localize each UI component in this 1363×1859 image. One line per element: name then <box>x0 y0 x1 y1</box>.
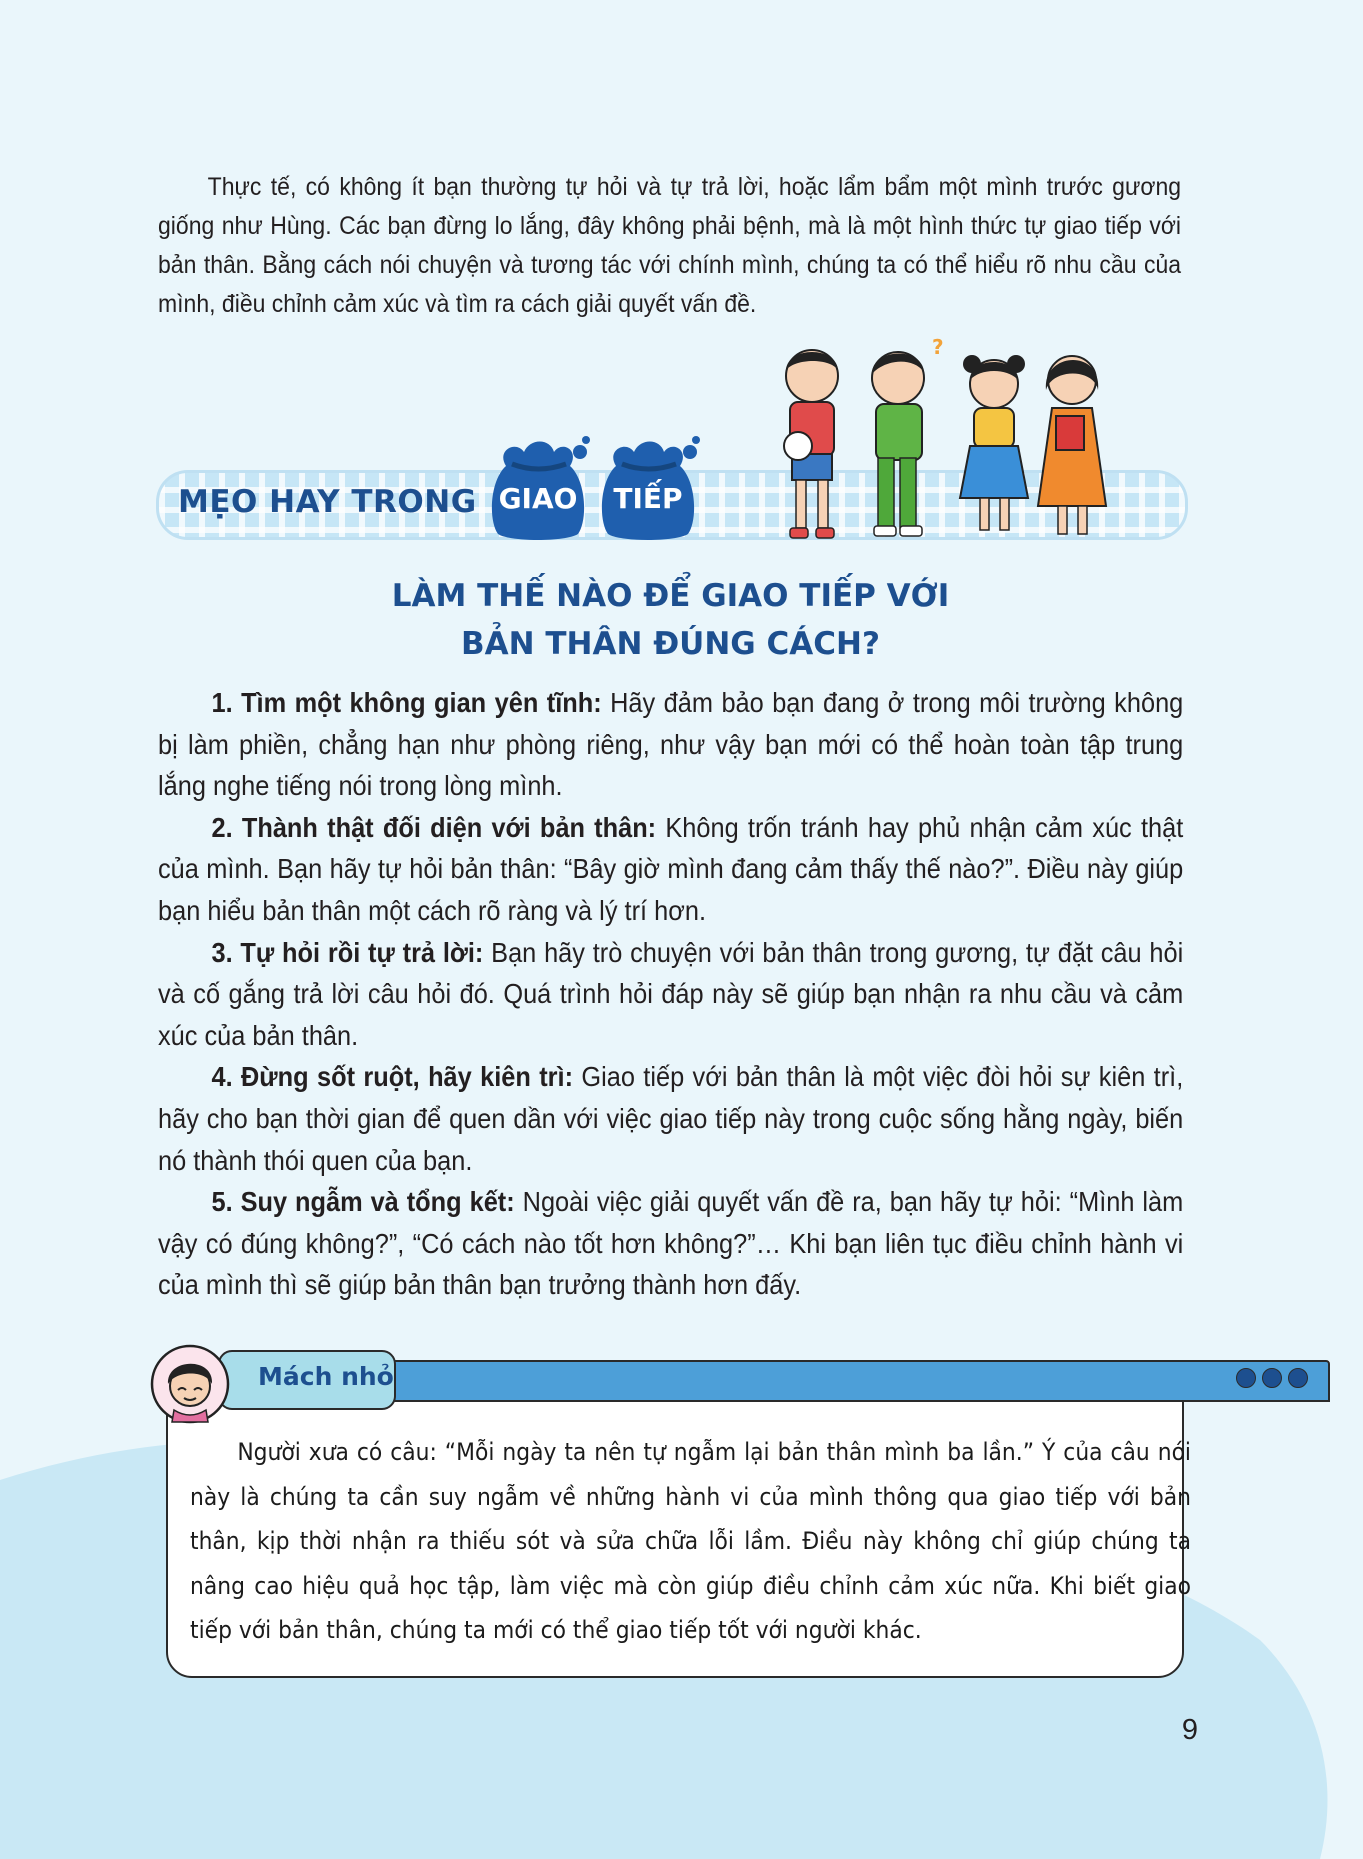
dot-icon <box>1288 1368 1308 1388</box>
tip-item <box>158 682 1183 807</box>
tip-box-header-bar <box>330 1360 1330 1402</box>
dot-icon <box>1236 1368 1256 1388</box>
page-number: 9 <box>1181 1714 1198 1746</box>
tip-box-text: Người xưa có câu: “Mỗi ngày ta nên tự ngẫm lại bản thân mình ba lần.” Ý của câu nói này là chúng ta cần suy ngẫm về những hành vi của mình thông qua giao tiếp với bản thân, kịp thời nhận ra thiếu sót và sửa chữa lỗi lầm. Điều này không chỉ giúp chúng ta nâng cao hiệu quả học tập, làm việc mà còn giúp điều chỉnh cảm xúc nữa. Khi biết giao tiếp với bản thân, chúng ta mới có thể giao tiếp tốt với người khác. <box>190 1438 1191 1644</box>
heading-line-2: BẢN THÂN ĐÚNG CÁCH? <box>461 626 880 662</box>
svg-text:?: ? <box>932 338 944 359</box>
tip-item <box>158 1056 1183 1181</box>
tip-title: 1. Tìm một không gian yên tĩnh: <box>211 687 602 718</box>
bag-label-giao: GIAO <box>498 482 578 515</box>
dot-icon <box>1262 1368 1282 1388</box>
bag-giao <box>486 430 590 542</box>
tips-list <box>158 682 1183 1306</box>
tip-text: Ngoài việc giải quyết vấn đề ra, bạn hãy tự hỏi: “Mình làm vậy có đúng không?”, “Có cách nào tốt hơn không?”… Khi bạn liên tục điều chỉnh hành vi của mình thì sẽ giúp bản thân bạn trưởng thành hơn đấy. <box>158 1186 1184 1301</box>
tip-text: Không trốn tránh hay phủ nhận cảm xúc thật của mình. Bạn hãy tự hỏi bản thân: “Bây giờ mình đang cảm thấy thế nào?”. Điều này giúp bạn hiểu bản thân một cách rõ ràng và lý trí hơn. <box>158 811 1184 926</box>
tip-box-label: Mách nhỏ <box>258 1362 394 1391</box>
tip-box-text-section <box>190 1430 1191 1653</box>
window-dots <box>1230 1368 1308 1393</box>
tip-text: Bạn hãy trò chuyện với bản thân trong gương, tự đặt câu hỏi và cố gắng trả lời câu hỏi đó. Quá trình hỏi đáp này sẽ giúp bạn nhận ra nhu cầu và cảm xúc của bản thân. <box>158 936 1184 1051</box>
intro-paragraph: Thực tế, có không ít bạn thường tự hỏi và tự trả lời, hoặc lẩm bẩm một mình trước gương giống như Hùng. Các bạn đừng lo lắng, đây không phải bệnh, mà là một hình thức tự giao tiếp với bản thân. Bằng cách nói chuyện và tương tác với chính mình, chúng ta có thể hiểu rõ nhu cầu của mình, điều chỉnh cảm xúc và tìm ra cách giải quyết vấn đề. <box>158 173 1182 318</box>
girl-avatar-icon <box>148 1340 230 1426</box>
tip-title: 4. Đừng sốt ruột, hãy kiên trì: <box>211 1061 574 1093</box>
children-illustration <box>772 338 1132 548</box>
tip-text: Hãy đảm bảo bạn đang ở trong môi trường không bị làm phiền, chẳng hạn như phòng riêng, như vậy bạn mới có thể hoàn toàn tập trung lắng nghe tiếng nói trong lòng mình. <box>158 687 1184 802</box>
tip-item <box>158 807 1183 932</box>
heading-line-1: LÀM THẾ NÀO ĐỂ GIAO TIẾP VỚI <box>391 578 950 614</box>
kid-with-ball-icon <box>784 350 838 538</box>
intro-section <box>158 168 1181 324</box>
tip-item <box>158 932 1183 1057</box>
banner-text: MẸO HAY TRONG <box>178 484 477 520</box>
tip-title: 3. Tự hỏi rồi tự trả lời: <box>211 936 484 968</box>
tip-title: 2. Thành thật đối diện với bản thân: <box>211 811 657 843</box>
kid-thinking-icon <box>872 338 944 536</box>
bag-tiep <box>596 430 700 542</box>
girl-smiling-icon <box>960 355 1028 530</box>
girl-with-book-icon <box>1038 356 1106 534</box>
tip-title: 5. Suy ngẫm và tổng kết: <box>211 1186 515 1218</box>
section-heading <box>158 572 1183 668</box>
bag-label-tiep: TIẾP <box>613 482 683 515</box>
tip-text: Giao tiếp với bản thân là một việc đòi hỏi sự kiên trì, hãy cho bạn thời gian để quen dần với việc giao tiếp này trong cuộc sống hằng ngày, biến nó thành thói quen của bạn. <box>158 1061 1184 1176</box>
tip-item <box>158 1181 1183 1306</box>
tip-box-tab <box>218 1350 396 1410</box>
